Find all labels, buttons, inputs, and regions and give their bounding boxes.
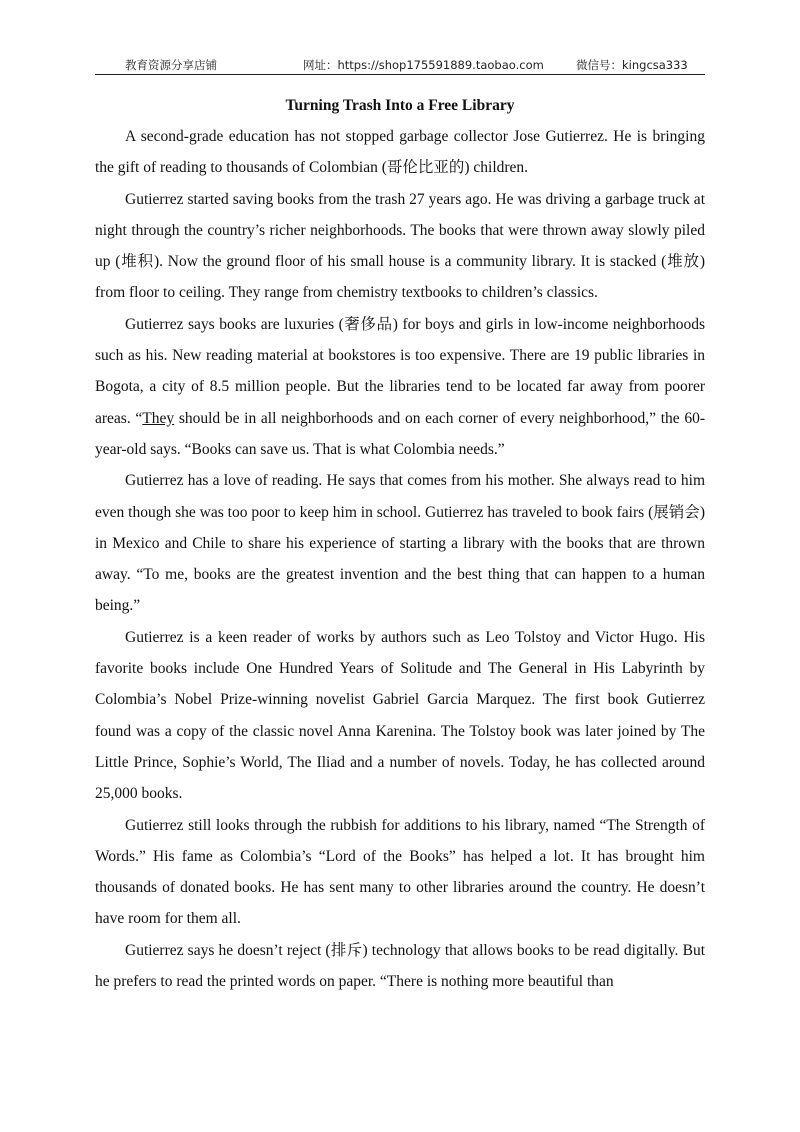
page-header (95, 56, 705, 75)
paragraph-5: Gutierrez is a keen reader of works by authors such as Leo Tolstoy and Victor Hugo. His favorite books include One Hundred Years of Solitude and The General in His Labyrinth by Colombia’s Nobel Prize-winning novelist Gabriel Garcia Marquez. The first book Gutierrez found was a copy of the classic novel Anna Karenina. The Tolstoy book was later joined by The Little Prince, Sophie’s World, The Iliad and a number of novels. Today, he has collected around 25,000 books. (95, 628, 705, 803)
header-shop-name: 教育资源分享店铺 (125, 58, 217, 72)
underlined-word: They (142, 409, 175, 427)
paragraph-6: Gutierrez still looks through the rubbish for additions to his library, named “The Strength of Words.” His fame as Colombia’s “Lord of the Books” has helped a lot. It has brought him thousands of donated books. He has sent many to other libraries around the country. He doesn’t have room for them all. (95, 816, 705, 928)
paragraph-3 (95, 309, 705, 465)
header-url: 网址：https://shop175591889.taobao.com (303, 58, 544, 72)
article-title: Turning Trash Into a Free Library (285, 97, 515, 114)
paragraph-3-part-1: Gutierrez says books are luxuries (奢侈品) for boys and girls in low-income neighborhoods such as his. New reading material at bookstores is too expensive. There are 19 public libraries in Bogota, a city of 8.5 million people. But the libraries tend to be located far away from poorer areas. “ (95, 315, 705, 427)
article-body (95, 121, 705, 997)
paragraph-4: Gutierrez has a love of reading. He says that comes from his mother. She always read to him even though she was too poor to keep him in school. Gutierrez has traveled to book fairs (展销会) in Mexico and Chile to share his experience of starting a library with the books that are thrown away. “To me, books are the greatest invention and the best thing that can happen to a human being.” (95, 472, 705, 615)
paragraph-2: Gutierrez started saving books from the trash 27 years ago. He was driving a garbage truck at night through the country’s richer neighborhoods. The books that were thrown away slowly piled up (堆积). Now the ground floor of his small house is a community library. It is stacked (堆放) from floor to ceiling. They range from chemistry textbooks to children’s classics. (95, 190, 705, 302)
paragraph-3-part-2: should be in all neighborhoods and on each corner of every neighborhood,” the 60-year-old says. “Books can save us. That is what Colombia needs.” (95, 409, 706, 458)
paragraph-7: Gutierrez says he doesn’t reject (排斥) technology that allows books to be read digitally. But he prefers to read the printed words on paper. “There is nothing more beautiful than (95, 941, 705, 991)
header-wechat: 微信号：kingcsa333 (576, 58, 688, 72)
paragraph-1: A second-grade education has not stopped garbage collector Jose Gutierrez. He is bringing the gift of reading to thousands of Colombian (哥伦比亚的) children. (95, 128, 705, 177)
